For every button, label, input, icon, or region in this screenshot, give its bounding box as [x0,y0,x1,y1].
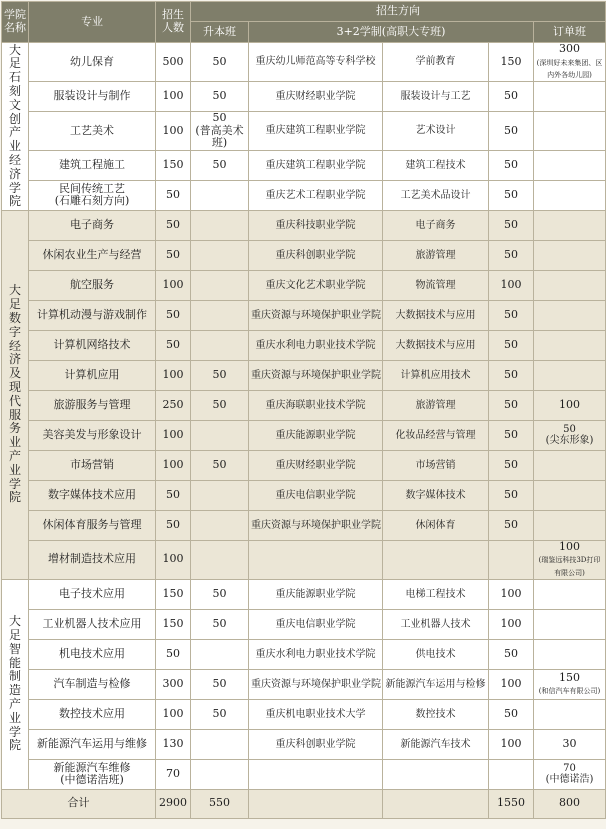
order-cell [534,81,606,111]
partner-school-cell: 重庆资源与环境保护职业学院 [249,300,383,330]
table-row [2,420,606,450]
total-row [2,789,606,818]
target-major-cell: 电梯工程技术 [383,579,489,609]
partner-school-cell: 重庆电信职业学院 [249,609,383,639]
target-major-cell [383,540,489,579]
order-cell-note: (深圳好未来集团、区内外各幼儿园) [536,58,603,80]
table-row [2,480,606,510]
quota-cell: 150 [156,609,191,639]
order-cell [534,330,606,360]
order-cell [534,669,606,699]
target-major-cell [383,759,489,789]
major-cell: 美容美发与形象设计 [29,420,156,450]
table-row [2,639,606,669]
quota-cell: 100 [156,270,191,300]
table-row [2,240,606,270]
upgrade-cell: 50 [191,579,249,609]
total-label: 合计 [2,789,156,818]
three-two-quota-cell: 50 [489,180,534,210]
major-cell: 电子商务 [29,210,156,240]
college-name: 大足石刻文创产业经济学院 [9,42,22,209]
order-cell [534,540,606,579]
three-two-quota-cell: 50 [489,639,534,669]
table-row [2,330,606,360]
table-row [2,111,606,150]
quota-cell: 130 [156,729,191,759]
order-cell [534,609,606,639]
three-two-quota-cell: 150 [489,43,534,82]
table-row [2,510,606,540]
major-cell: 服装设计与制作 [29,81,156,111]
major-cell-note: (中德诺浩班) [60,773,124,787]
header-major: 专业 [29,2,156,43]
order-cell-value: 150 [559,670,580,684]
partner-school-cell: 重庆资源与环境保护职业学院 [249,669,383,699]
target-major-cell: 建筑工程技术 [383,150,489,180]
table-body [2,43,606,790]
major-cell-value: 新能源汽车维修 [53,760,131,774]
upgrade-cell [191,330,249,360]
order-cell [534,759,606,789]
three-two-quota-cell: 50 [489,450,534,480]
table-row [2,759,606,789]
target-major-cell: 数控技术 [383,699,489,729]
table-row [2,150,606,180]
target-major-cell: 化妆品经营与管理 [383,420,489,450]
major-cell: 休闲农业生产与经营 [29,240,156,270]
quota-cell: 100 [156,81,191,111]
table-row [2,450,606,480]
upgrade-cell: 50 [191,669,249,699]
three-two-quota-cell: 100 [489,579,534,609]
target-major-cell: 新能源汽车技术 [383,729,489,759]
order-cell: 100 [534,390,606,420]
college-name-cell [2,579,29,789]
partner-school-cell: 重庆资源与环境保护职业学院 [249,360,383,390]
order-cell [534,639,606,669]
major-cell: 汽车制造与检修 [29,669,156,699]
order-cell [534,43,606,82]
table-row [2,300,606,330]
partner-school-cell: 重庆财经职业学院 [249,450,383,480]
major-cell [29,180,156,210]
upgrade-cell: 50 [191,390,249,420]
order-cell [534,480,606,510]
upgrade-cell [191,480,249,510]
major-cell: 计算机应用 [29,360,156,390]
table-row [2,210,606,240]
quota-cell: 100 [156,540,191,579]
total-order: 800 [534,789,606,818]
quota-cell: 50 [156,240,191,270]
major-cell-note: (石雕石刻方向) [54,194,130,208]
order-cell [534,111,606,150]
partner-school-cell: 重庆资源与环境保护职业学院 [249,510,383,540]
target-major-cell: 供电技术 [383,639,489,669]
major-cell: 计算机动漫与游戏制作 [29,300,156,330]
order-cell-value: 70 [563,762,576,774]
three-two-quota-cell: 50 [489,480,534,510]
three-two-quota-cell: 50 [489,111,534,150]
partner-school-cell: 重庆科创职业学院 [249,729,383,759]
quota-cell: 100 [156,360,191,390]
target-major-cell: 服装设计与工艺 [383,81,489,111]
order-cell-note: (和信汽车有限公司) [538,687,601,696]
upgrade-cell: 50 [191,81,249,111]
target-major-cell: 大数据技术与应用 [383,330,489,360]
upgrade-cell: 50 [191,450,249,480]
college-name: 大足数字经济及现代服务业产业学院 [9,283,22,505]
partner-school-cell: 重庆文化艺术职业学院 [249,270,383,300]
upgrade-cell: 50 [191,699,249,729]
quota-cell: 50 [156,480,191,510]
upgrade-cell [191,210,249,240]
total-tp-quota: 1550 [489,789,534,818]
target-major-cell: 工业机器人技术 [383,609,489,639]
major-cell: 计算机网络技术 [29,330,156,360]
order-cell [534,579,606,609]
major-cell: 增材制造技术应用 [29,540,156,579]
three-two-quota-cell: 50 [489,510,534,540]
quota-cell: 100 [156,450,191,480]
partner-school-cell [249,759,383,789]
partner-school-cell [249,540,383,579]
table-row [2,699,606,729]
major-cell-value: 民间传统工艺 [59,181,125,195]
order-cell-note: (中德诺浩) [545,774,594,786]
order-cell-value: 50 [563,423,576,435]
order-cell [534,510,606,540]
table-row [2,43,606,82]
partner-school-cell: 重庆海联职业技术学院 [249,390,383,420]
major-cell: 数控技术应用 [29,699,156,729]
table-header [2,2,606,43]
upgrade-cell [191,540,249,579]
partner-school-cell: 重庆科创职业学院 [249,240,383,270]
major-cell: 工艺美术 [29,111,156,150]
target-major-cell: 旅游管理 [383,240,489,270]
target-major-cell: 市场营销 [383,450,489,480]
total-upgrade: 550 [191,789,249,818]
table-row [2,609,606,639]
order-cell [534,360,606,390]
order-cell [534,210,606,240]
partner-school-cell: 重庆财经职业学院 [249,81,383,111]
quota-cell: 250 [156,390,191,420]
major-cell: 电子技术应用 [29,579,156,609]
quota-cell: 500 [156,43,191,82]
major-cell: 工业机器人技术应用 [29,609,156,639]
upgrade-cell [191,270,249,300]
upgrade-cell: 50 [191,150,249,180]
major-cell: 建筑工程施工 [29,150,156,180]
major-cell [29,759,156,789]
college-name-cell [2,210,29,579]
major-cell: 数字媒体技术应用 [29,480,156,510]
major-cell: 机电技术应用 [29,639,156,669]
target-major-cell: 旅游管理 [383,390,489,420]
partner-school-cell: 重庆水利电力职业技术学院 [249,330,383,360]
order-cell-note: (瑞鉴远科技3D打印有限公司) [538,556,601,578]
three-two-quota-cell: 50 [489,300,534,330]
order-cell [534,300,606,330]
upgrade-cell-value: 50 [212,111,227,124]
upgrade-cell [191,240,249,270]
upgrade-cell: 50 [191,43,249,82]
table-row [2,180,606,210]
partner-school-cell: 重庆水利电力职业技术学院 [249,639,383,669]
table-row [2,270,606,300]
three-two-quota-cell: 50 [489,81,534,111]
total-blank-major [383,789,489,818]
target-major-cell: 物流管理 [383,270,489,300]
three-two-quota-cell: 100 [489,270,534,300]
target-major-cell: 大数据技术与应用 [383,300,489,330]
major-cell: 休闲体育服务与管理 [29,510,156,540]
upgrade-cell-note: (普高美术班) [195,123,244,150]
three-two-quota-cell: 50 [489,330,534,360]
order-cell [534,270,606,300]
table-row [2,579,606,609]
major-cell: 新能源汽车运用与维修 [29,729,156,759]
target-major-cell: 工艺美术品设计 [383,180,489,210]
table-row [2,81,606,111]
upgrade-cell [191,729,249,759]
upgrade-cell: 50 [191,609,249,639]
target-major-cell: 学前教育 [383,43,489,82]
quota-cell: 50 [156,510,191,540]
quota-cell: 70 [156,759,191,789]
upgrade-cell [191,510,249,540]
target-major-cell: 数字媒体技术 [383,480,489,510]
upgrade-cell [191,420,249,450]
partner-school-cell: 重庆电信职业学院 [249,480,383,510]
order-cell-note: (尖东形象) [545,435,594,447]
order-cell [534,150,606,180]
header-direction: 招生方向 [191,2,606,22]
table-row [2,669,606,699]
order-cell [534,699,606,729]
three-two-quota-cell: 100 [489,729,534,759]
total-quota: 2900 [156,789,191,818]
target-major-cell: 电子商务 [383,210,489,240]
upgrade-cell [191,300,249,330]
partner-school-cell: 重庆能源职业学院 [249,420,383,450]
order-cell-value: 300 [559,42,580,55]
three-two-quota-cell: 100 [489,669,534,699]
partner-school-cell: 重庆幼儿师范高等专科学校 [249,43,383,82]
total-blank-school [249,789,383,818]
three-two-quota-cell: 50 [489,420,534,450]
table-row [2,540,606,579]
quota-cell: 50 [156,180,191,210]
three-two-quota-cell: 50 [489,210,534,240]
upgrade-cell [191,111,249,150]
order-cell [534,450,606,480]
upgrade-cell [191,180,249,210]
target-major-cell: 计算机应用技术 [383,360,489,390]
college-name: 大足智能制造产业学院 [9,614,22,753]
target-major-cell: 休闲体育 [383,510,489,540]
college-name-cell [2,43,29,211]
three-two-quota-cell: 50 [489,150,534,180]
target-major-cell: 艺术设计 [383,111,489,150]
order-cell-value: 100 [559,540,580,553]
partner-school-cell: 重庆能源职业学院 [249,579,383,609]
header-college: 学院名称 [2,2,29,43]
table-row [2,729,606,759]
target-major-cell: 新能源汽车运用与检修 [383,669,489,699]
quota-cell: 150 [156,579,191,609]
three-two-quota-cell: 50 [489,360,534,390]
quota-cell: 50 [156,300,191,330]
three-two-quota-cell [489,759,534,789]
enrollment-table [1,1,606,819]
table-row [2,360,606,390]
order-cell [534,240,606,270]
partner-school-cell: 重庆机电职业技术大学 [249,699,383,729]
quota-cell: 50 [156,330,191,360]
partner-school-cell: 重庆艺术工程职业学院 [249,180,383,210]
order-cell [534,420,606,450]
quota-cell: 100 [156,699,191,729]
three-two-quota-cell [489,540,534,579]
upgrade-cell [191,639,249,669]
quota-cell: 100 [156,111,191,150]
order-cell [534,180,606,210]
quota-cell: 50 [156,639,191,669]
quota-cell: 50 [156,210,191,240]
header-quota: 招生人数 [156,2,191,43]
major-cell: 市场营销 [29,450,156,480]
partner-school-cell: 重庆科技职业学院 [249,210,383,240]
three-two-quota-cell: 50 [489,240,534,270]
quota-cell: 100 [156,420,191,450]
header-order: 订单班 [534,22,606,43]
quota-cell: 300 [156,669,191,699]
table-row [2,390,606,420]
major-cell: 幼儿保育 [29,43,156,82]
three-two-quota-cell: 50 [489,390,534,420]
major-cell: 航空服务 [29,270,156,300]
header-three-two: 3+2学制(高职大专班) [249,22,534,43]
major-cell: 旅游服务与管理 [29,390,156,420]
three-two-quota-cell: 100 [489,609,534,639]
quota-cell: 150 [156,150,191,180]
partner-school-cell: 重庆建筑工程职业学院 [249,150,383,180]
upgrade-cell [191,759,249,789]
three-two-quota-cell: 50 [489,699,534,729]
order-cell: 30 [534,729,606,759]
partner-school-cell: 重庆建筑工程职业学院 [249,111,383,150]
header-upgrade: 升本班 [191,22,249,43]
upgrade-cell: 50 [191,360,249,390]
